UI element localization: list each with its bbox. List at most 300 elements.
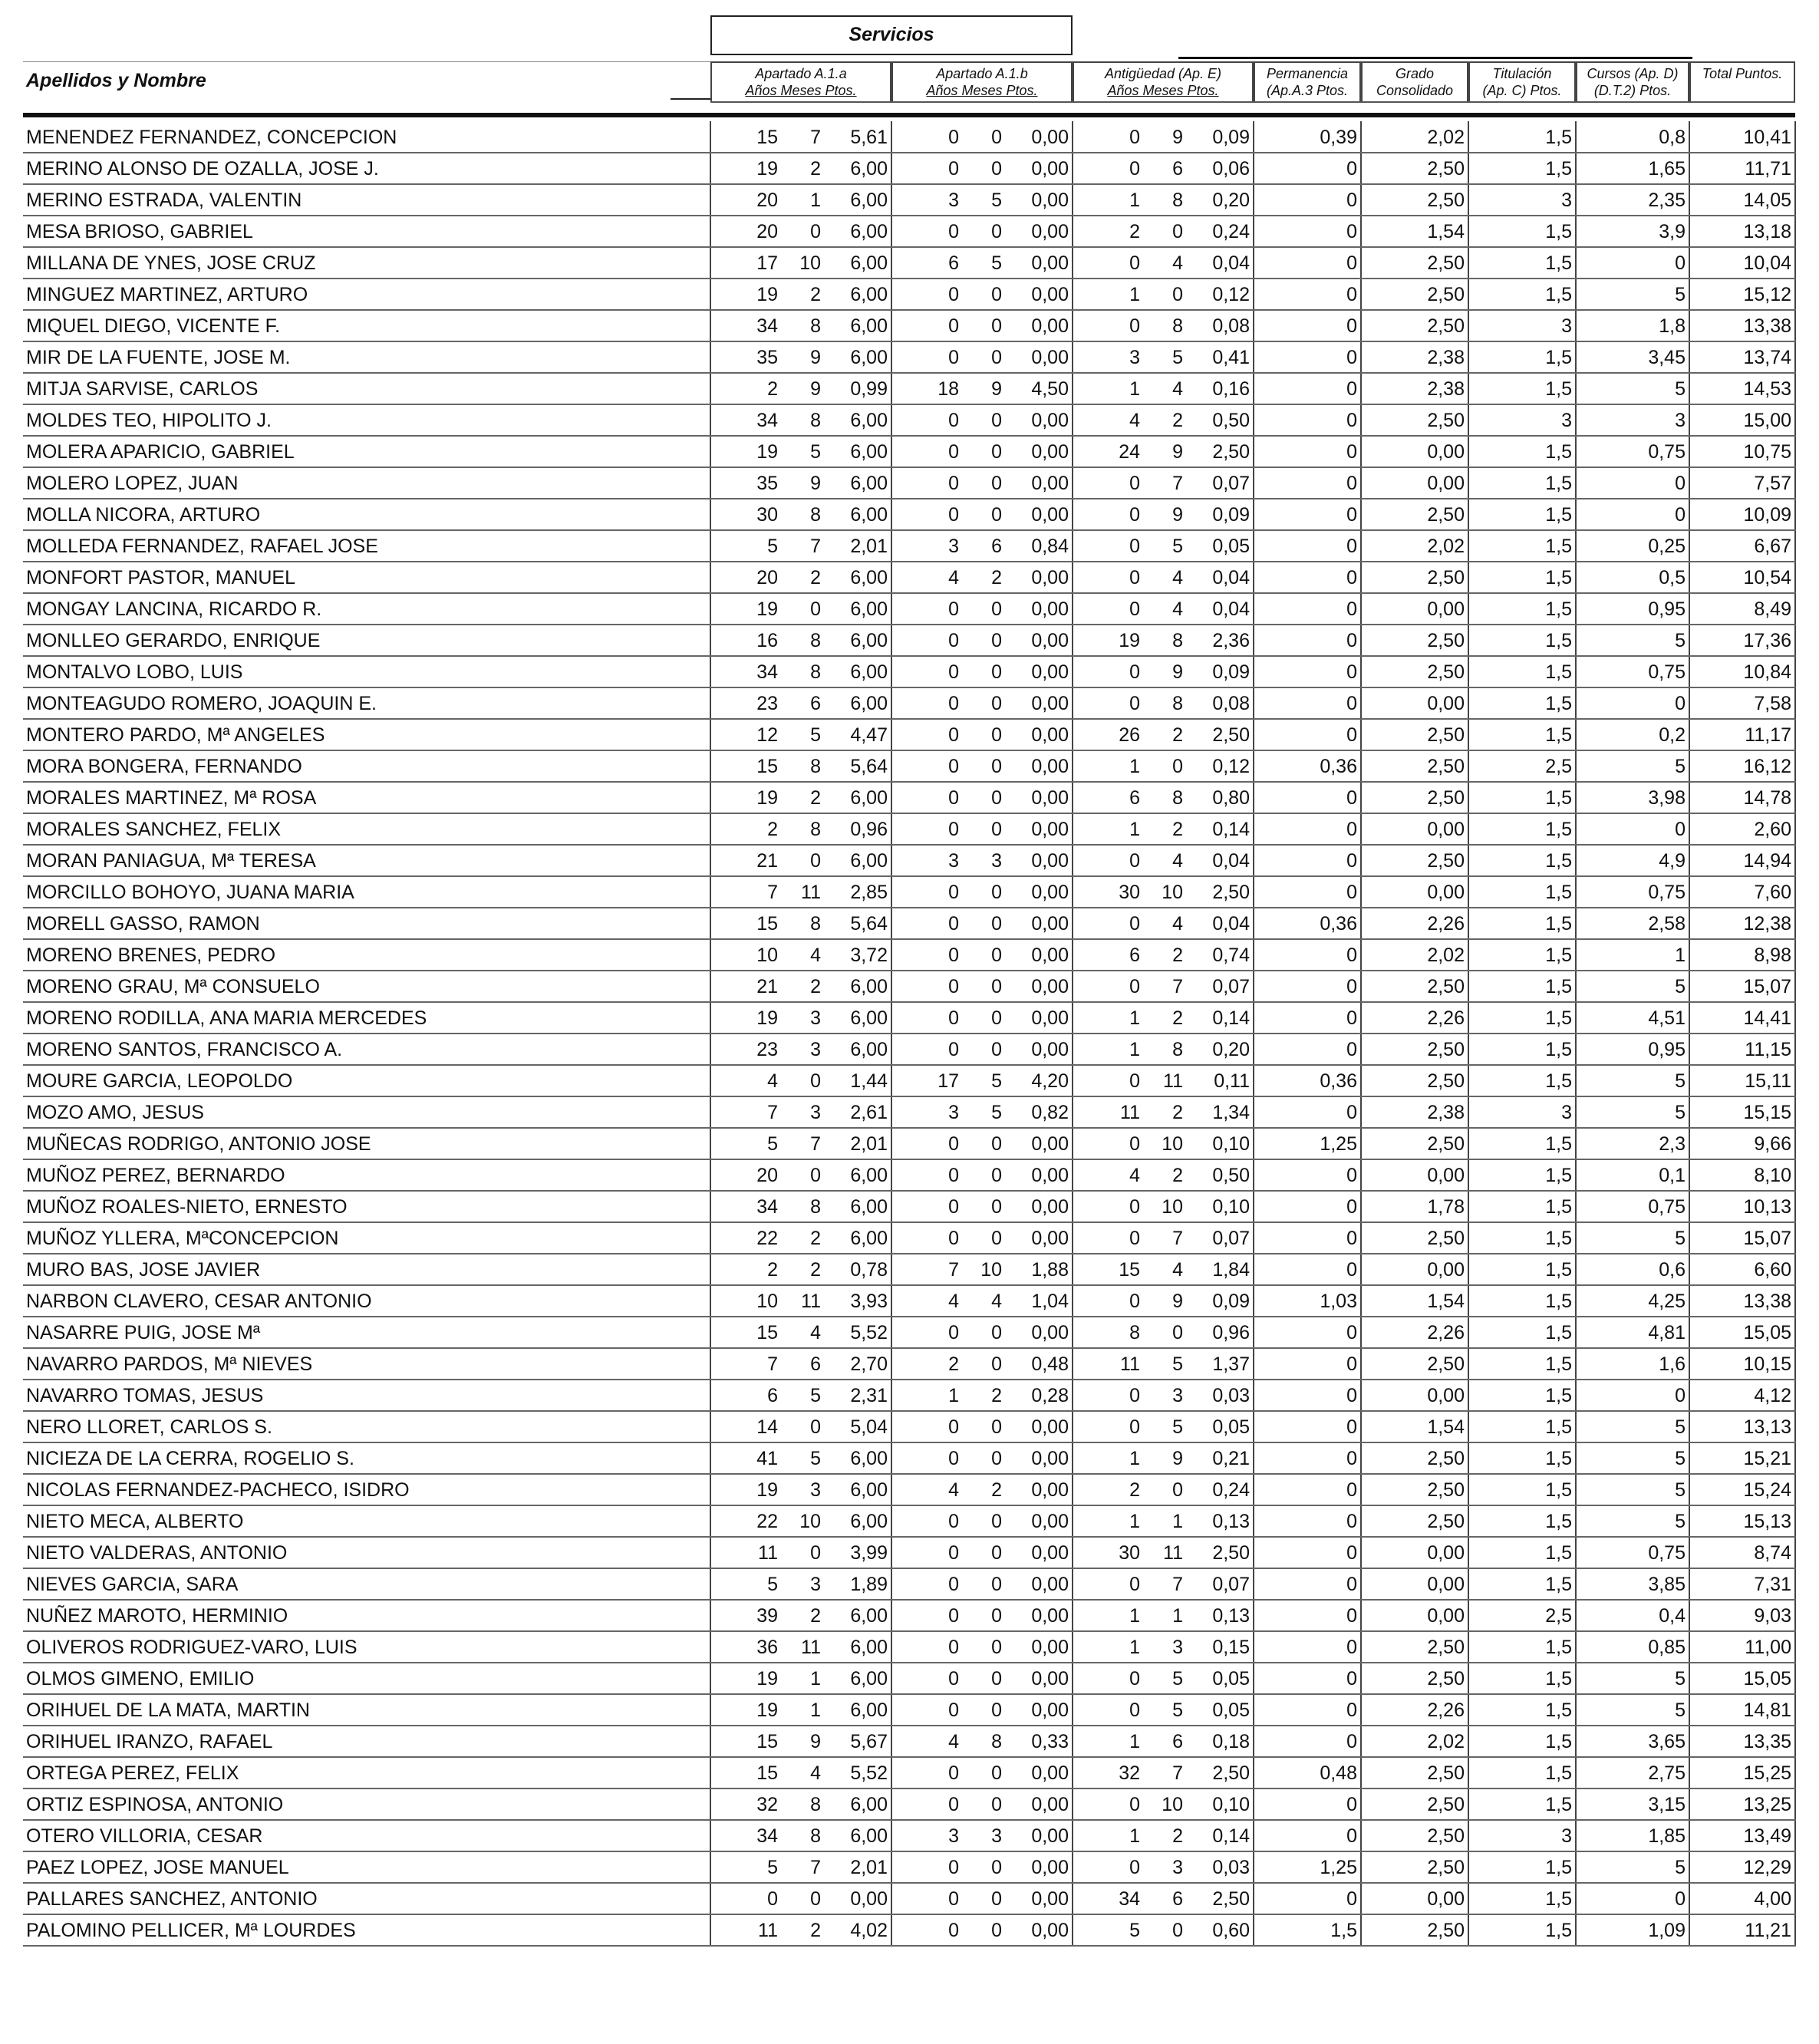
cell-value: 1,5 bbox=[1468, 1663, 1576, 1694]
cell-value: 0 bbox=[1254, 1600, 1361, 1631]
cell-value: 1,5 bbox=[1468, 1159, 1576, 1191]
cell-value: 0 bbox=[1576, 813, 1689, 845]
cell-value: 13,35 bbox=[1689, 1726, 1795, 1757]
cell-value: 3 bbox=[1143, 1631, 1186, 1663]
cell-value: 5 bbox=[781, 1380, 824, 1411]
table-row bbox=[23, 373, 1795, 404]
cell-value: 4 bbox=[1143, 845, 1186, 876]
cell-value: 0 bbox=[1254, 1663, 1361, 1694]
cell-value: 6,00 bbox=[824, 1222, 891, 1254]
cell-value: 0 bbox=[1143, 1474, 1186, 1505]
cell-value: 2,5 bbox=[1468, 1600, 1576, 1631]
cell-value: 0 bbox=[962, 1034, 1005, 1065]
cell-value: 0,00 bbox=[1005, 593, 1073, 625]
cell-value: 5 bbox=[1143, 1663, 1186, 1694]
cell-value: 3 bbox=[781, 1474, 824, 1505]
cell-value: 0,25 bbox=[1576, 530, 1689, 562]
cell-value: 15 bbox=[710, 908, 781, 939]
cell-name: NICOLAS FERNANDEZ-PACHECO, ISIDRO bbox=[23, 1474, 710, 1505]
cell-value: 0 bbox=[891, 1442, 962, 1474]
cell-value: 0,00 bbox=[1005, 1851, 1073, 1883]
cell-value: 0,1 bbox=[1576, 1159, 1689, 1191]
cell-value: 0 bbox=[962, 939, 1005, 971]
cell-name: MORA BONGERA, FERNANDO bbox=[23, 750, 710, 782]
cell-value: 36 bbox=[710, 1631, 781, 1663]
header-cursos-line1: Cursos (Ap. D) bbox=[1587, 66, 1679, 81]
header-grado bbox=[1361, 61, 1468, 101]
cell-value: 0 bbox=[1143, 216, 1186, 247]
cell-value: 2,01 bbox=[824, 1128, 891, 1159]
table-row bbox=[23, 153, 1795, 184]
cell-value: 7 bbox=[781, 1128, 824, 1159]
cell-value: 1,5 bbox=[1468, 247, 1576, 279]
cell-value: 2 bbox=[781, 1254, 824, 1285]
header-thick-divider bbox=[23, 113, 1795, 117]
cell-name: MORAN PANIAGUA, Mª TERESA bbox=[23, 845, 710, 876]
cell-name: OLIVEROS RODRIGUEZ-VARO, LUIS bbox=[23, 1631, 710, 1663]
table-row bbox=[23, 1034, 1795, 1065]
cell-value: 0 bbox=[1254, 279, 1361, 310]
cell-value: 4 bbox=[891, 1726, 962, 1757]
table-row bbox=[23, 1380, 1795, 1411]
cell-value: 3 bbox=[1468, 310, 1576, 341]
table-row bbox=[23, 1631, 1795, 1663]
cell-value: 0 bbox=[962, 467, 1005, 499]
cell-value: 0 bbox=[962, 687, 1005, 719]
cell-value: 0,07 bbox=[1186, 1222, 1254, 1254]
header-total bbox=[1689, 61, 1795, 101]
cell-value: 0,36 bbox=[1254, 908, 1361, 939]
cell-value: 7,31 bbox=[1689, 1568, 1795, 1600]
cell-value: 13,74 bbox=[1689, 341, 1795, 373]
cell-value: 4 bbox=[1073, 404, 1143, 436]
cell-value: 5,61 bbox=[824, 121, 891, 153]
cell-value: 1,5 bbox=[1468, 1442, 1576, 1474]
cell-value: 0 bbox=[891, 1034, 962, 1065]
cell-name: OTERO VILLORIA, CESAR bbox=[23, 1820, 710, 1851]
cell-value: 1,65 bbox=[1576, 153, 1689, 184]
cell-value: 2,50 bbox=[1361, 247, 1468, 279]
cell-name: MONLLEO GERARDO, ENRIQUE bbox=[23, 625, 710, 656]
cell-value: 2 bbox=[1143, 813, 1186, 845]
cell-value: 3 bbox=[1143, 1380, 1186, 1411]
cell-value: 5 bbox=[1143, 530, 1186, 562]
cell-value: 5 bbox=[1576, 750, 1689, 782]
cell-value: 0 bbox=[962, 121, 1005, 153]
cell-value: 0,09 bbox=[1186, 656, 1254, 687]
cell-value: 0 bbox=[962, 1191, 1005, 1222]
cell-name: NIEVES GARCIA, SARA bbox=[23, 1568, 710, 1600]
cell-value: 1,54 bbox=[1361, 216, 1468, 247]
cell-value: 9,66 bbox=[1689, 1128, 1795, 1159]
cell-value: 16 bbox=[710, 625, 781, 656]
cell-value: 20 bbox=[710, 184, 781, 216]
cell-value: 0,48 bbox=[1254, 1757, 1361, 1788]
cell-value: 4 bbox=[1143, 562, 1186, 593]
cell-value: 0,00 bbox=[1005, 341, 1073, 373]
table-row bbox=[23, 184, 1795, 216]
cell-value: 0,20 bbox=[1186, 1034, 1254, 1065]
cell-value: 1,5 bbox=[1468, 1348, 1576, 1380]
cell-value: 2,50 bbox=[1361, 1474, 1468, 1505]
cell-name: MESA BRIOSO, GABRIEL bbox=[23, 216, 710, 247]
cell-value: 9 bbox=[781, 373, 824, 404]
cell-value: 10 bbox=[781, 247, 824, 279]
cell-value: 10,13 bbox=[1689, 1191, 1795, 1222]
cell-value: 1,5 bbox=[1468, 1128, 1576, 1159]
cell-value: 0 bbox=[891, 1788, 962, 1820]
cell-value: 5 bbox=[1576, 971, 1689, 1002]
cell-value: 1 bbox=[1073, 1442, 1143, 1474]
cell-name: NUÑEZ MAROTO, HERMINIO bbox=[23, 1600, 710, 1631]
cell-value: 8 bbox=[781, 499, 824, 530]
cell-value: 0 bbox=[962, 1914, 1005, 1946]
cell-value: 4 bbox=[1143, 593, 1186, 625]
cell-value: 10,15 bbox=[1689, 1348, 1795, 1380]
cell-value: 8,98 bbox=[1689, 939, 1795, 971]
cell-value: 0,39 bbox=[1254, 121, 1361, 153]
cell-value: 6,00 bbox=[824, 1820, 891, 1851]
table-row bbox=[23, 1820, 1795, 1851]
cell-value: 17,36 bbox=[1689, 625, 1795, 656]
cell-value: 1,5 bbox=[1468, 719, 1576, 750]
cell-value: 8,74 bbox=[1689, 1537, 1795, 1568]
cell-name: MOLDES TEO, HIPOLITO J. bbox=[23, 404, 710, 436]
cell-value: 5 bbox=[1576, 1505, 1689, 1537]
cell-value: 0,75 bbox=[1576, 656, 1689, 687]
cell-value: 8 bbox=[962, 1726, 1005, 1757]
cell-value: 0,75 bbox=[1576, 436, 1689, 467]
cell-value: 0,00 bbox=[1005, 1788, 1073, 1820]
cell-value: 7 bbox=[1143, 467, 1186, 499]
cell-value: 1,5 bbox=[1468, 216, 1576, 247]
cell-value: 6,00 bbox=[824, 247, 891, 279]
cell-value: 2,50 bbox=[1361, 1788, 1468, 1820]
cell-value: 2,50 bbox=[1361, 1820, 1468, 1851]
cell-value: 6,00 bbox=[824, 782, 891, 813]
cell-value: 2,50 bbox=[1361, 1065, 1468, 1096]
table-row bbox=[23, 939, 1795, 971]
cell-value: 0 bbox=[1073, 499, 1143, 530]
cell-value: 9 bbox=[781, 1726, 824, 1757]
cell-value: 11,00 bbox=[1689, 1631, 1795, 1663]
cell-value: 2 bbox=[891, 1348, 962, 1380]
cell-value: 3,72 bbox=[824, 939, 891, 971]
cell-value: 0 bbox=[962, 279, 1005, 310]
cell-value: 1,5 bbox=[1468, 1380, 1576, 1411]
table-row bbox=[23, 1285, 1795, 1317]
cell-value: 0 bbox=[962, 1788, 1005, 1820]
cell-value: 0 bbox=[1254, 1411, 1361, 1442]
cell-value: 0 bbox=[962, 719, 1005, 750]
table-row bbox=[23, 1663, 1795, 1694]
header-a1a-line1: Apartado A.1.a bbox=[755, 66, 847, 81]
cell-value: 1,5 bbox=[1468, 1726, 1576, 1757]
cell-value: 8 bbox=[781, 750, 824, 782]
cell-value: 10 bbox=[1143, 1788, 1186, 1820]
cell-value: 15,07 bbox=[1689, 971, 1795, 1002]
cell-value: 0,00 bbox=[1005, 719, 1073, 750]
cell-value: 2,31 bbox=[824, 1380, 891, 1411]
cell-name: MOLLEDA FERNANDEZ, RAFAEL JOSE bbox=[23, 530, 710, 562]
cell-value: 1,5 bbox=[1468, 908, 1576, 939]
cell-value: 12,38 bbox=[1689, 908, 1795, 939]
cell-value: 6 bbox=[781, 687, 824, 719]
cell-value: 0 bbox=[781, 1065, 824, 1096]
cell-value: 1,37 bbox=[1186, 1348, 1254, 1380]
cell-name: MORALES MARTINEZ, Mª ROSA bbox=[23, 782, 710, 813]
cell-value: 0,36 bbox=[1254, 1065, 1361, 1096]
cell-value: 3 bbox=[781, 1568, 824, 1600]
cell-name: MOZO AMO, JESUS bbox=[23, 1096, 710, 1128]
cell-value: 2,38 bbox=[1361, 373, 1468, 404]
cell-name: MOURE GARCIA, LEOPOLDO bbox=[23, 1065, 710, 1096]
cell-value: 1,5 bbox=[1468, 845, 1576, 876]
cell-value: 0 bbox=[1576, 247, 1689, 279]
cell-value: 2,50 bbox=[1361, 719, 1468, 750]
cell-name: MORCILLO BOHOYO, JUANA MARIA bbox=[23, 876, 710, 908]
table-row bbox=[23, 247, 1795, 279]
cell-value: 14,81 bbox=[1689, 1694, 1795, 1726]
cell-value: 0 bbox=[962, 1159, 1005, 1191]
cell-value: 1,84 bbox=[1186, 1254, 1254, 1285]
cell-value: 2,50 bbox=[1361, 782, 1468, 813]
table-row bbox=[23, 1317, 1795, 1348]
cell-value: 8 bbox=[781, 1191, 824, 1222]
cell-name: MORENO RODILLA, ANA MARIA MERCEDES bbox=[23, 1002, 710, 1034]
cell-value: 0,50 bbox=[1186, 1159, 1254, 1191]
cell-value: 0 bbox=[1073, 121, 1143, 153]
cell-value: 2,26 bbox=[1361, 1002, 1468, 1034]
cell-value: 1,5 bbox=[1468, 436, 1576, 467]
cell-value: 8 bbox=[781, 656, 824, 687]
cell-value: 2,5 bbox=[1468, 750, 1576, 782]
cell-value: 1,25 bbox=[1254, 1128, 1361, 1159]
cell-value: 1,8 bbox=[1576, 310, 1689, 341]
cell-value: 0,00 bbox=[1005, 813, 1073, 845]
cell-value: 4 bbox=[962, 1285, 1005, 1317]
cell-value: 2,50 bbox=[1361, 1034, 1468, 1065]
cell-value: 10 bbox=[962, 1254, 1005, 1285]
cell-value: 0,00 bbox=[1361, 1380, 1468, 1411]
cell-value: 0,04 bbox=[1186, 593, 1254, 625]
cell-value: 0,95 bbox=[1576, 593, 1689, 625]
cell-value: 1,5 bbox=[1468, 1757, 1576, 1788]
cell-value: 0,00 bbox=[1361, 687, 1468, 719]
cell-value: 6 bbox=[891, 247, 962, 279]
cell-value: 0 bbox=[710, 1883, 781, 1914]
cell-value: 2,85 bbox=[824, 876, 891, 908]
cell-value: 6,00 bbox=[824, 1505, 891, 1537]
column-header-row bbox=[23, 61, 1795, 101]
cell-value: 1,5 bbox=[1468, 373, 1576, 404]
cell-value: 2,50 bbox=[1361, 1128, 1468, 1159]
cell-value: 2,50 bbox=[1361, 279, 1468, 310]
cell-name: MERINO ESTRADA, VALENTIN bbox=[23, 184, 710, 216]
cell-value: 0,12 bbox=[1186, 279, 1254, 310]
cell-value: 0,00 bbox=[1005, 279, 1073, 310]
header-total-line1: Total Puntos. bbox=[1702, 66, 1783, 81]
cell-value: 0 bbox=[962, 593, 1005, 625]
table-row bbox=[23, 1505, 1795, 1537]
cell-value: 0 bbox=[1254, 499, 1361, 530]
cell-value: 0 bbox=[1073, 310, 1143, 341]
cell-value: 2 bbox=[1143, 404, 1186, 436]
cell-value: 0 bbox=[891, 153, 962, 184]
cell-value: 3 bbox=[1468, 1820, 1576, 1851]
cell-value: 0 bbox=[891, 121, 962, 153]
cell-value: 0 bbox=[1576, 1380, 1689, 1411]
cell-value: 0 bbox=[1073, 1065, 1143, 1096]
cell-value: 35 bbox=[710, 341, 781, 373]
cell-value: 9 bbox=[1143, 121, 1186, 153]
cell-value: 0,15 bbox=[1186, 1631, 1254, 1663]
cell-value: 0 bbox=[962, 1222, 1005, 1254]
cell-value: 15,11 bbox=[1689, 1065, 1795, 1096]
cell-value: 1,5 bbox=[1468, 1254, 1576, 1285]
cell-value: 1,5 bbox=[1468, 1191, 1576, 1222]
cell-value: 0,00 bbox=[1005, 1883, 1073, 1914]
cell-value: 0,00 bbox=[1005, 1663, 1073, 1694]
cell-value: 23 bbox=[710, 1034, 781, 1065]
cell-value: 1,85 bbox=[1576, 1820, 1689, 1851]
cell-value: 0,00 bbox=[1005, 499, 1073, 530]
header-bottom-rule bbox=[710, 101, 1795, 103]
cell-value: 18 bbox=[891, 373, 962, 404]
cell-value: 0,00 bbox=[1005, 467, 1073, 499]
cell-value: 0 bbox=[1073, 153, 1143, 184]
cell-value: 0 bbox=[1073, 908, 1143, 939]
cell-value: 13,13 bbox=[1689, 1411, 1795, 1442]
cell-value: 0 bbox=[1073, 467, 1143, 499]
cell-value: 10,04 bbox=[1689, 247, 1795, 279]
cell-name: ORTIZ ESPINOSA, ANTONIO bbox=[23, 1788, 710, 1820]
cell-value: 6 bbox=[1073, 939, 1143, 971]
cell-value: 4 bbox=[1143, 247, 1186, 279]
cell-value: 2 bbox=[781, 971, 824, 1002]
table-row bbox=[23, 1411, 1795, 1442]
cell-value: 6,00 bbox=[824, 1002, 891, 1034]
table-row bbox=[23, 530, 1795, 562]
cell-value: 20 bbox=[710, 562, 781, 593]
cell-value: 0 bbox=[891, 1505, 962, 1537]
cell-value: 7 bbox=[781, 530, 824, 562]
table-row bbox=[23, 404, 1795, 436]
cell-value: 6 bbox=[781, 1348, 824, 1380]
cell-value: 2,50 bbox=[1186, 436, 1254, 467]
cell-value: 0 bbox=[962, 1631, 1005, 1663]
cell-value: 0,10 bbox=[1186, 1128, 1254, 1159]
cell-value: 6,00 bbox=[824, 1159, 891, 1191]
cell-value: 0,00 bbox=[824, 1883, 891, 1914]
cell-value: 4 bbox=[1143, 1254, 1186, 1285]
cell-name: MINGUEZ MARTINEZ, ARTURO bbox=[23, 279, 710, 310]
cell-value: 5 bbox=[962, 247, 1005, 279]
cell-value: 1,5 bbox=[1468, 971, 1576, 1002]
cell-value: 15 bbox=[1073, 1254, 1143, 1285]
cell-value: 0 bbox=[1254, 1002, 1361, 1034]
cell-value: 6,00 bbox=[824, 562, 891, 593]
cell-value: 7,58 bbox=[1689, 687, 1795, 719]
cell-value: 0 bbox=[1254, 562, 1361, 593]
cell-value: 0 bbox=[891, 279, 962, 310]
header-a1b-line1: Apartado A.1.b bbox=[936, 66, 1028, 81]
cell-value: 5,52 bbox=[824, 1757, 891, 1788]
cell-value: 0 bbox=[891, 971, 962, 1002]
cell-value: 1,5 bbox=[1468, 562, 1576, 593]
cell-value: 0,14 bbox=[1186, 1002, 1254, 1034]
cell-value: 1,44 bbox=[824, 1065, 891, 1096]
cell-value: 2,02 bbox=[1361, 530, 1468, 562]
header-cursos-line2: (D.T.2) Ptos. bbox=[1593, 83, 1672, 98]
header-cursos bbox=[1576, 61, 1689, 101]
cell-value: 0 bbox=[962, 1317, 1005, 1348]
cell-value: 2 bbox=[710, 813, 781, 845]
table-row bbox=[23, 1065, 1795, 1096]
cell-value: 8,10 bbox=[1689, 1159, 1795, 1191]
cell-value: 1,5 bbox=[1468, 687, 1576, 719]
cell-value: 5 bbox=[781, 1442, 824, 1474]
cell-value: 11,71 bbox=[1689, 153, 1795, 184]
cell-name: MUÑECAS RODRIGO, ANTONIO JOSE bbox=[23, 1128, 710, 1159]
cell-value: 0 bbox=[1254, 876, 1361, 908]
cell-value: 5 bbox=[1576, 279, 1689, 310]
cell-value: 0,00 bbox=[1005, 1820, 1073, 1851]
cell-value: 0,00 bbox=[1005, 1568, 1073, 1600]
cell-value: 0,41 bbox=[1186, 341, 1254, 373]
cell-value: 6,67 bbox=[1689, 530, 1795, 562]
cell-value: 2 bbox=[781, 782, 824, 813]
cell-value: 0,12 bbox=[1186, 750, 1254, 782]
table-row bbox=[23, 562, 1795, 593]
cell-value: 0,75 bbox=[1576, 876, 1689, 908]
cell-value: 1 bbox=[1073, 1034, 1143, 1065]
cell-value: 3 bbox=[891, 845, 962, 876]
cell-value: 3 bbox=[1143, 1851, 1186, 1883]
cell-value: 0,07 bbox=[1186, 467, 1254, 499]
cell-name: MUÑOZ PEREZ, BERNARDO bbox=[23, 1159, 710, 1191]
cell-value: 0 bbox=[1254, 845, 1361, 876]
cell-value: 1,5 bbox=[1468, 593, 1576, 625]
table-row bbox=[23, 782, 1795, 813]
cell-value: 21 bbox=[710, 971, 781, 1002]
table-row bbox=[23, 341, 1795, 373]
cell-value: 0 bbox=[962, 436, 1005, 467]
cell-value: 6 bbox=[1143, 1883, 1186, 1914]
cell-value: 5 bbox=[1143, 341, 1186, 373]
cell-value: 2 bbox=[710, 1254, 781, 1285]
cell-value: 1 bbox=[1073, 813, 1143, 845]
cell-value: 1,09 bbox=[1576, 1914, 1689, 1946]
cell-value: 0 bbox=[1073, 593, 1143, 625]
cell-value: 1,5 bbox=[1468, 1851, 1576, 1883]
cell-value: 2,50 bbox=[1361, 499, 1468, 530]
cell-value: 0 bbox=[1254, 1034, 1361, 1065]
table-row bbox=[23, 687, 1795, 719]
cell-value: 0,36 bbox=[1254, 750, 1361, 782]
cell-value: 7 bbox=[710, 876, 781, 908]
cell-value: 2,50 bbox=[1361, 1505, 1468, 1537]
cell-value: 0 bbox=[1254, 184, 1361, 216]
table-row bbox=[23, 1159, 1795, 1191]
cell-value: 0,04 bbox=[1186, 247, 1254, 279]
table-row bbox=[23, 1757, 1795, 1788]
cell-value: 0,00 bbox=[1005, 1442, 1073, 1474]
cell-value: 12,29 bbox=[1689, 1851, 1795, 1883]
cell-value: 4 bbox=[891, 1474, 962, 1505]
cell-value: 3 bbox=[1468, 184, 1576, 216]
cell-value: 8 bbox=[1143, 625, 1186, 656]
